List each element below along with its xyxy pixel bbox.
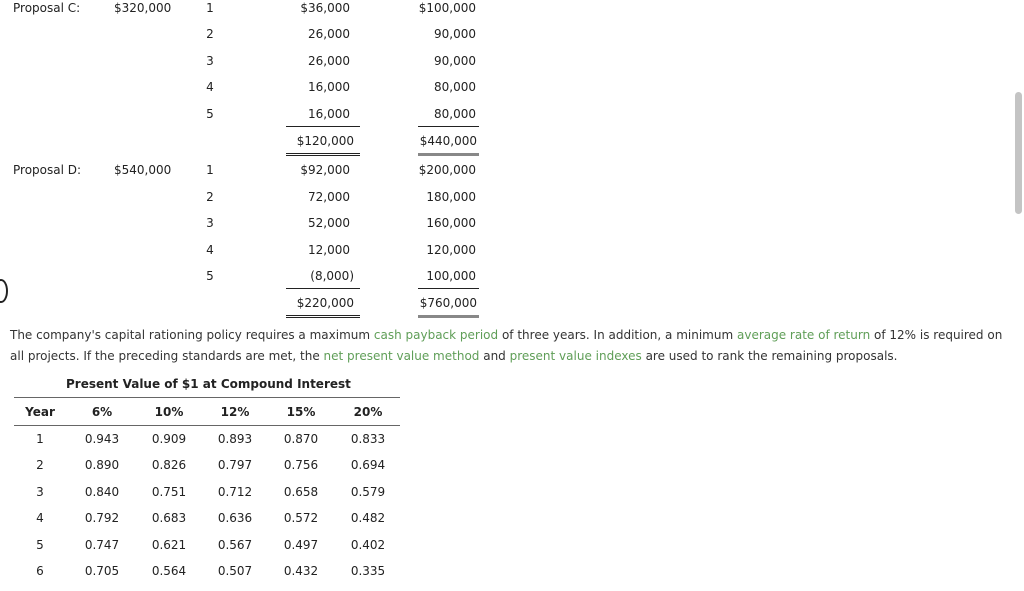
pv-value-cell: 0.564 <box>151 564 187 578</box>
pv-year-cell: 4 <box>36 511 44 525</box>
year-cell: 3 <box>206 216 214 230</box>
total-double-rule <box>418 153 479 156</box>
income-cell: 16,000 <box>308 107 350 121</box>
subtotal-rule <box>418 126 479 127</box>
pv-header-cell: 10% <box>154 405 184 419</box>
total-income: $220,000 <box>296 296 354 310</box>
paragraph-text: and <box>479 349 510 363</box>
pv-value-cell: 0.826 <box>151 458 187 472</box>
pv-value-cell: 0.636 <box>217 511 253 525</box>
paragraph-text: are used to rank the remaining proposals. <box>641 349 898 363</box>
total-income: $120,000 <box>296 134 354 148</box>
proposal-label: Proposal C: <box>13 1 81 15</box>
income-cell: 16,000 <box>308 80 350 94</box>
subtotal-rule <box>286 288 360 289</box>
income-cell: $36,000 <box>300 1 350 15</box>
pv-value-cell: 0.482 <box>350 511 386 525</box>
paragraph-text: of 12% is required on all projects. If the preceding standards are met, the <box>10 328 1003 363</box>
term-cash-payback-period[interactable]: cash payback period <box>373 328 499 342</box>
proposal-investment: $320,000 <box>114 1 172 15</box>
cut-off-bracket-icon <box>0 279 8 303</box>
vertical-scrollbar[interactable] <box>1014 0 1024 591</box>
pv-value-cell: 0.507 <box>217 564 253 578</box>
pv-value-cell: 0.870 <box>283 432 319 446</box>
pv-value-cell: 0.694 <box>350 458 386 472</box>
pv-value-cell: 0.833 <box>350 432 386 446</box>
pv-table-title: Present Value of $1 at Compound Interest <box>66 377 351 391</box>
pv-header-cell: 20% <box>353 405 383 419</box>
pv-value-cell: 0.893 <box>217 432 253 446</box>
pv-header-cell: 6% <box>91 405 113 419</box>
term-net-present-value-method[interactable]: net present value method <box>323 349 480 363</box>
total-cash-flow: $440,000 <box>419 134 477 148</box>
pv-value-cell: 0.579 <box>350 485 386 499</box>
cash-flow-cell: 180,000 <box>426 190 476 204</box>
pv-value-cell: 0.909 <box>151 432 187 446</box>
pv-value-cell: 0.890 <box>84 458 120 472</box>
policy-paragraph <box>10 325 1010 367</box>
total-cash-flow: $760,000 <box>419 296 477 310</box>
subtotal-rule <box>418 288 479 289</box>
income-cell: 26,000 <box>308 27 350 41</box>
year-cell: 1 <box>206 163 214 177</box>
pv-header-cell: 12% <box>220 405 250 419</box>
total-double-rule <box>286 153 360 156</box>
year-cell: 2 <box>206 27 214 41</box>
pv-year-cell: 1 <box>36 432 44 446</box>
year-cell: 2 <box>206 190 214 204</box>
paragraph-text: of three years. In addition, a minimum <box>498 328 737 342</box>
pv-value-cell: 0.658 <box>283 485 319 499</box>
year-cell: 1 <box>206 1 214 15</box>
pv-value-cell: 0.712 <box>217 485 253 499</box>
pv-value-cell: 0.402 <box>350 538 386 552</box>
year-cell: 4 <box>206 80 214 94</box>
pv-value-cell: 0.567 <box>217 538 253 552</box>
scrollbar-thumb[interactable] <box>1015 92 1022 214</box>
pv-year-cell: 5 <box>36 538 44 552</box>
pv-value-cell: 0.497 <box>283 538 319 552</box>
income-cell: 52,000 <box>308 216 350 230</box>
pv-value-cell: 0.756 <box>283 458 319 472</box>
pv-value-cell: 0.792 <box>84 511 120 525</box>
income-cell: 26,000 <box>308 54 350 68</box>
total-double-rule <box>286 315 360 318</box>
pv-value-cell: 0.621 <box>151 538 187 552</box>
pv-year-cell: 6 <box>36 564 44 578</box>
year-cell: 3 <box>206 54 214 68</box>
proposal-investment: $540,000 <box>114 163 172 177</box>
income-cell: 72,000 <box>308 190 350 204</box>
cash-flow-cell: 160,000 <box>426 216 476 230</box>
proposal-label: Proposal D: <box>13 163 82 177</box>
pv-value-cell: 0.751 <box>151 485 187 499</box>
pv-year-cell: 3 <box>36 485 44 499</box>
term-present-value-indexes[interactable]: present value indexes <box>509 349 642 363</box>
pv-header-cell: Year <box>25 405 55 419</box>
pv-value-cell: 0.797 <box>217 458 253 472</box>
pv-year-cell: 2 <box>36 458 44 472</box>
cash-flow-cell: 80,000 <box>434 107 476 121</box>
year-cell: 4 <box>206 243 214 257</box>
year-cell: 5 <box>206 269 214 283</box>
paragraph-text: The company's capital rationing policy requires a maximum <box>10 328 374 342</box>
pv-table-top-rule <box>14 397 400 398</box>
pv-value-cell: 0.335 <box>350 564 386 578</box>
subtotal-rule <box>286 126 360 127</box>
income-cell: (8,000) <box>310 269 354 283</box>
pv-value-cell: 0.705 <box>84 564 120 578</box>
cash-flow-cell: 90,000 <box>434 54 476 68</box>
cash-flow-cell: $100,000 <box>418 1 476 15</box>
income-cell: $92,000 <box>300 163 350 177</box>
cash-flow-cell: $200,000 <box>418 163 476 177</box>
cash-flow-cell: 80,000 <box>434 80 476 94</box>
cash-flow-cell: 100,000 <box>426 269 476 283</box>
cash-flow-cell: 90,000 <box>434 27 476 41</box>
pv-header-cell: 15% <box>286 405 316 419</box>
pv-value-cell: 0.840 <box>84 485 120 499</box>
pv-header-rule <box>14 425 400 426</box>
pv-value-cell: 0.432 <box>283 564 319 578</box>
cash-flow-cell: 120,000 <box>426 243 476 257</box>
term-average-rate-of-return[interactable]: average rate of return <box>736 328 871 342</box>
pv-value-cell: 0.683 <box>151 511 187 525</box>
total-double-rule <box>418 315 479 318</box>
income-cell: 12,000 <box>308 243 350 257</box>
year-cell: 5 <box>206 107 214 121</box>
pv-value-cell: 0.572 <box>283 511 319 525</box>
pv-value-cell: 0.747 <box>84 538 120 552</box>
pv-value-cell: 0.943 <box>84 432 120 446</box>
